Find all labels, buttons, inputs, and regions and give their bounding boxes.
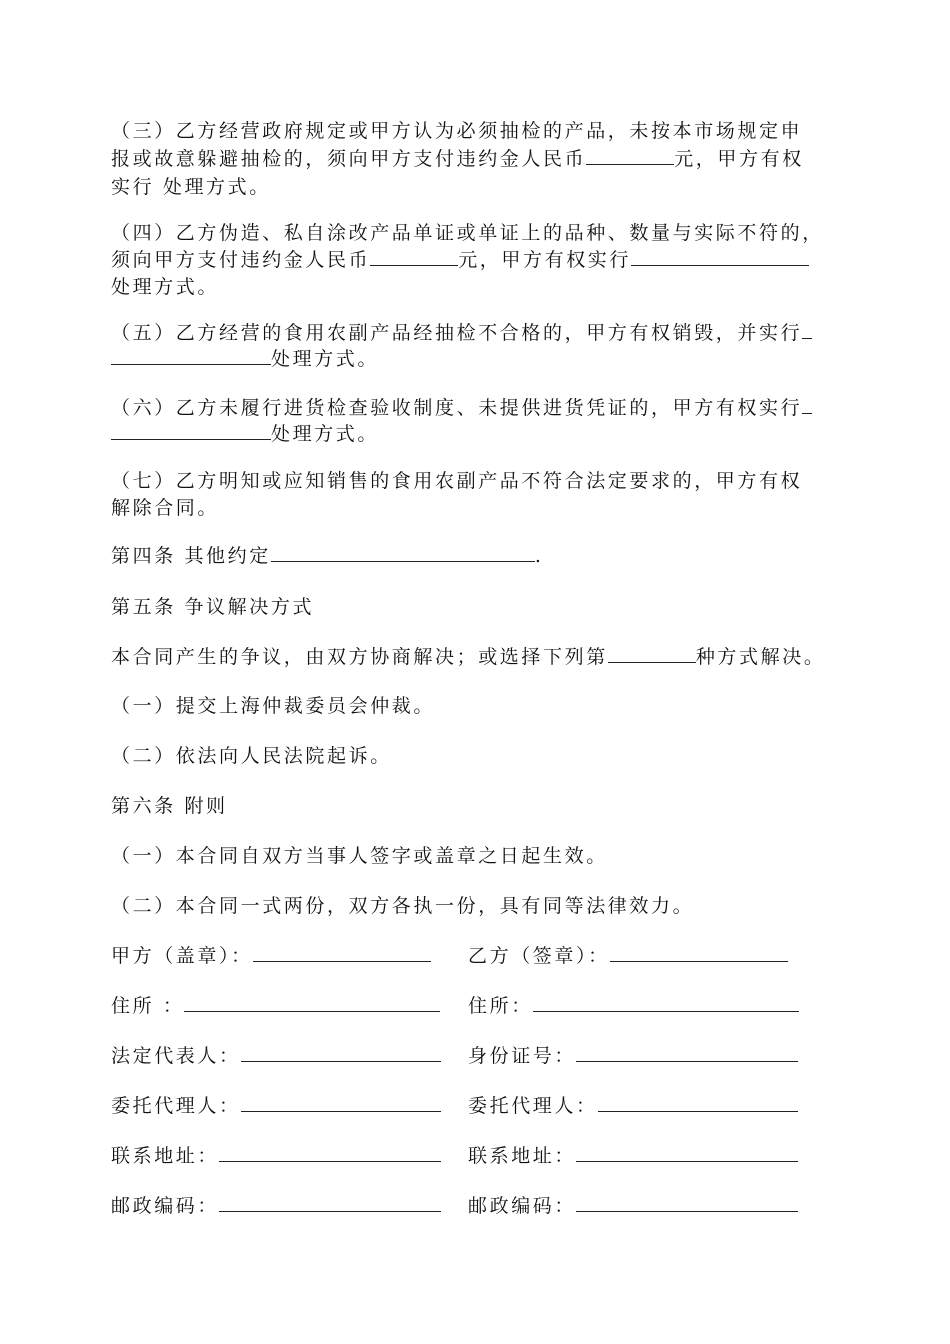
clause-3-line-3: 实行 处理方式。: [111, 176, 271, 198]
penalty-amount-blank: [370, 247, 458, 266]
party-b-label: 乙方（签章）：: [468, 945, 610, 967]
party-b-postcode-label: 邮政编码：: [468, 1195, 577, 1217]
clause-3-text: 报或故意躲避抽检的，须向甲方支付违约金人民币: [111, 148, 587, 170]
clause-6-text-end: 处理方式。: [271, 423, 380, 445]
article-5-option-2: （二）依法向人民法院起诉。: [111, 745, 392, 767]
party-a-label: 甲方（盖章）：: [111, 945, 253, 967]
party-a-address-field: [111, 993, 440, 1019]
address-blank[interactable]: [184, 993, 440, 1012]
handling-method-blank: [631, 247, 809, 266]
party-b-contact-field: [468, 1143, 798, 1169]
clause-6-text: （六）乙方未履行进货检查验收制度、未提供进货凭证的，甲方有权实行: [111, 397, 803, 419]
party-b-id-field: [468, 1043, 798, 1069]
clause-4-line-3: 处理方式。: [111, 276, 220, 298]
party-b-agent-label: 委托代理人：: [468, 1095, 598, 1117]
article-6-title: 第六条 附则: [111, 795, 228, 817]
id-number-blank[interactable]: [576, 1043, 798, 1062]
clause-6-line-1: [111, 395, 812, 421]
party-b-postcode-field: [468, 1193, 798, 1219]
party-b-contact-label: 联系地址：: [468, 1145, 577, 1167]
party-a-address-label: 住所 ：: [111, 995, 185, 1017]
party-a-rep-field: [111, 1043, 441, 1069]
article-5-text-end: 种方式解决。: [695, 646, 826, 668]
party-b-id-label: 身份证号：: [468, 1045, 577, 1067]
clause-4-line-1: （四）乙方伪造、私自涂改产品单证或单证上的品种、数量与实际不符的，: [111, 222, 824, 244]
postcode-blank[interactable]: [576, 1193, 798, 1212]
signature-blank[interactable]: [610, 943, 788, 962]
article-4-text: 第四条 其他约定: [111, 545, 271, 567]
penalty-amount-blank: [586, 146, 674, 165]
clause-4-line-2: [111, 247, 809, 273]
article-5-text: 本合同产生的争议，由双方协商解决；或选择下列第: [111, 646, 608, 668]
party-a-postcode-field: [111, 1193, 441, 1219]
article-5-title: 第五条 争议解决方式: [111, 596, 315, 618]
handling-method-blank: [111, 346, 271, 365]
party-a-contact-label: 联系地址：: [111, 1145, 220, 1167]
address-blank[interactable]: [533, 993, 799, 1012]
clause-6-line-2: [111, 421, 379, 447]
rep-blank[interactable]: [241, 1043, 441, 1062]
clause-5-text-end: 处理方式。: [271, 348, 380, 370]
article-6-item-1: （一）本合同自双方当事人签字或盖章之日起生效。: [111, 845, 608, 867]
party-a-agent-field: [111, 1093, 441, 1119]
agent-blank[interactable]: [598, 1093, 798, 1112]
postcode-blank[interactable]: [219, 1193, 441, 1212]
party-b-agent-field: [468, 1093, 798, 1119]
article-6-item-2: （二）本合同一式两份，双方各执一份，具有同等法律效力。: [111, 895, 695, 917]
article-5-option-1: （一）提交上海仲裁委员会仲裁。: [111, 695, 436, 717]
article-4: [111, 543, 543, 569]
handling-method-blank: [802, 320, 812, 339]
party-a-contact-field: [111, 1143, 441, 1169]
handling-method-blank: [802, 395, 812, 414]
party-a-seal-field: [111, 943, 431, 969]
party-b-sign-field: [468, 943, 788, 969]
clause-3-text-end: 元，甲方有权: [674, 148, 804, 170]
party-a-rep-label: 法定代表人：: [111, 1045, 241, 1067]
article-4-end: .: [534, 545, 544, 567]
clause-7-line-2: 解除合同。: [111, 497, 220, 519]
clause-5-line-2: [111, 346, 379, 372]
party-a-agent-label: 委托代理人：: [111, 1095, 241, 1117]
contact-blank[interactable]: [219, 1143, 441, 1162]
clause-7-line-1: （七）乙方明知或应知销售的食用农副产品不符合法定要求的，甲方有权: [111, 470, 803, 492]
party-b-address-field: [468, 993, 799, 1019]
signature-blank[interactable]: [253, 943, 431, 962]
clause-3-line-1: （三）乙方经营政府规定或甲方认为必须抽检的产品，未按本市场规定申: [111, 120, 803, 142]
clause-4-text: 须向甲方支付违约金人民币: [111, 249, 371, 271]
party-a-postcode-label: 邮政编码：: [111, 1195, 220, 1217]
other-terms-blank: [271, 543, 535, 562]
contact-blank[interactable]: [576, 1143, 798, 1162]
dispute-option-blank: [608, 644, 696, 663]
party-b-address-label: 住所：: [468, 995, 533, 1017]
clause-3-line-2: [111, 146, 804, 172]
handling-method-blank: [111, 421, 271, 440]
agent-blank[interactable]: [241, 1093, 441, 1112]
clause-4-text-mid: 元，甲方有权实行: [458, 249, 632, 271]
clause-5-text: （五）乙方经营的食用农副产品经抽检不合格的，甲方有权销毁，并实行: [111, 322, 803, 344]
article-5-paragraph: [111, 644, 825, 670]
clause-5-line-1: [111, 320, 812, 346]
